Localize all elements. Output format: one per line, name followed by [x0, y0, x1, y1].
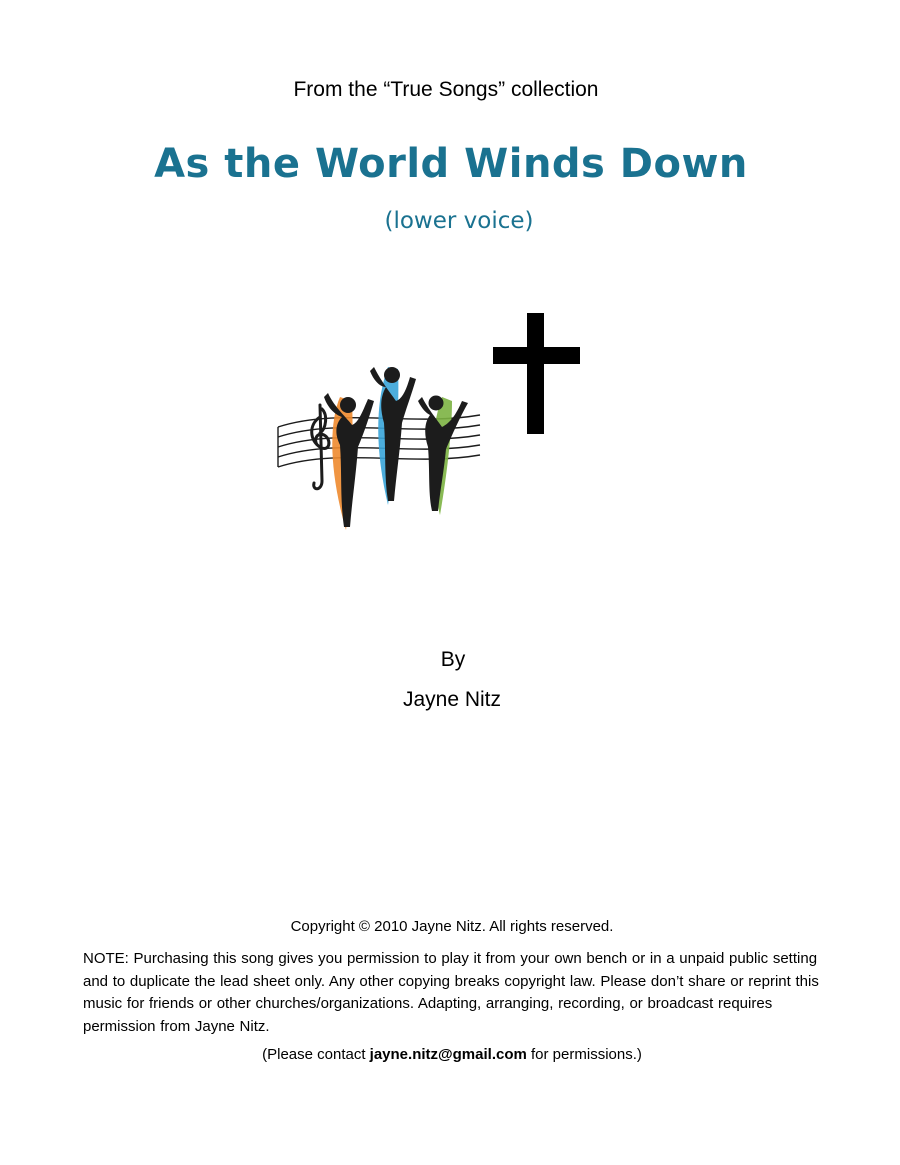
permission-note: NOTE: Purchasing this song gives you permission to play it from your own bench or in a unpaid public setting and to duplicate the lead sheet only. Any other copying breaks copyright law. Please don’t share or reprint this music for friends or other churches/organizations. Adapting, arranging, recording, or broadcast requires permission from Jayne Nitz.: [83, 950, 819, 1035]
song-title: As the World Winds Down: [154, 141, 748, 187]
copyright-notice: Copyright © 2010 Jayne Nitz. All rights reserved.: [290, 918, 614, 935]
contact-email: jayne.nitz@gmail.com: [369, 1046, 527, 1063]
collection-line: From the “True Songs” collection: [293, 78, 599, 101]
contact-prefix: (Please contact: [262, 1046, 370, 1063]
contact-suffix: for permissions.): [526, 1046, 642, 1063]
cover-artwork: [270, 305, 600, 545]
author-name: Jayne Nitz: [402, 688, 502, 711]
cross-icon: [493, 313, 580, 434]
by-label: By: [440, 648, 466, 671]
singing-figures-logo-icon: [278, 367, 480, 530]
contact-line: [0, 1046, 900, 1063]
song-subtitle: (lower voice): [384, 208, 534, 234]
